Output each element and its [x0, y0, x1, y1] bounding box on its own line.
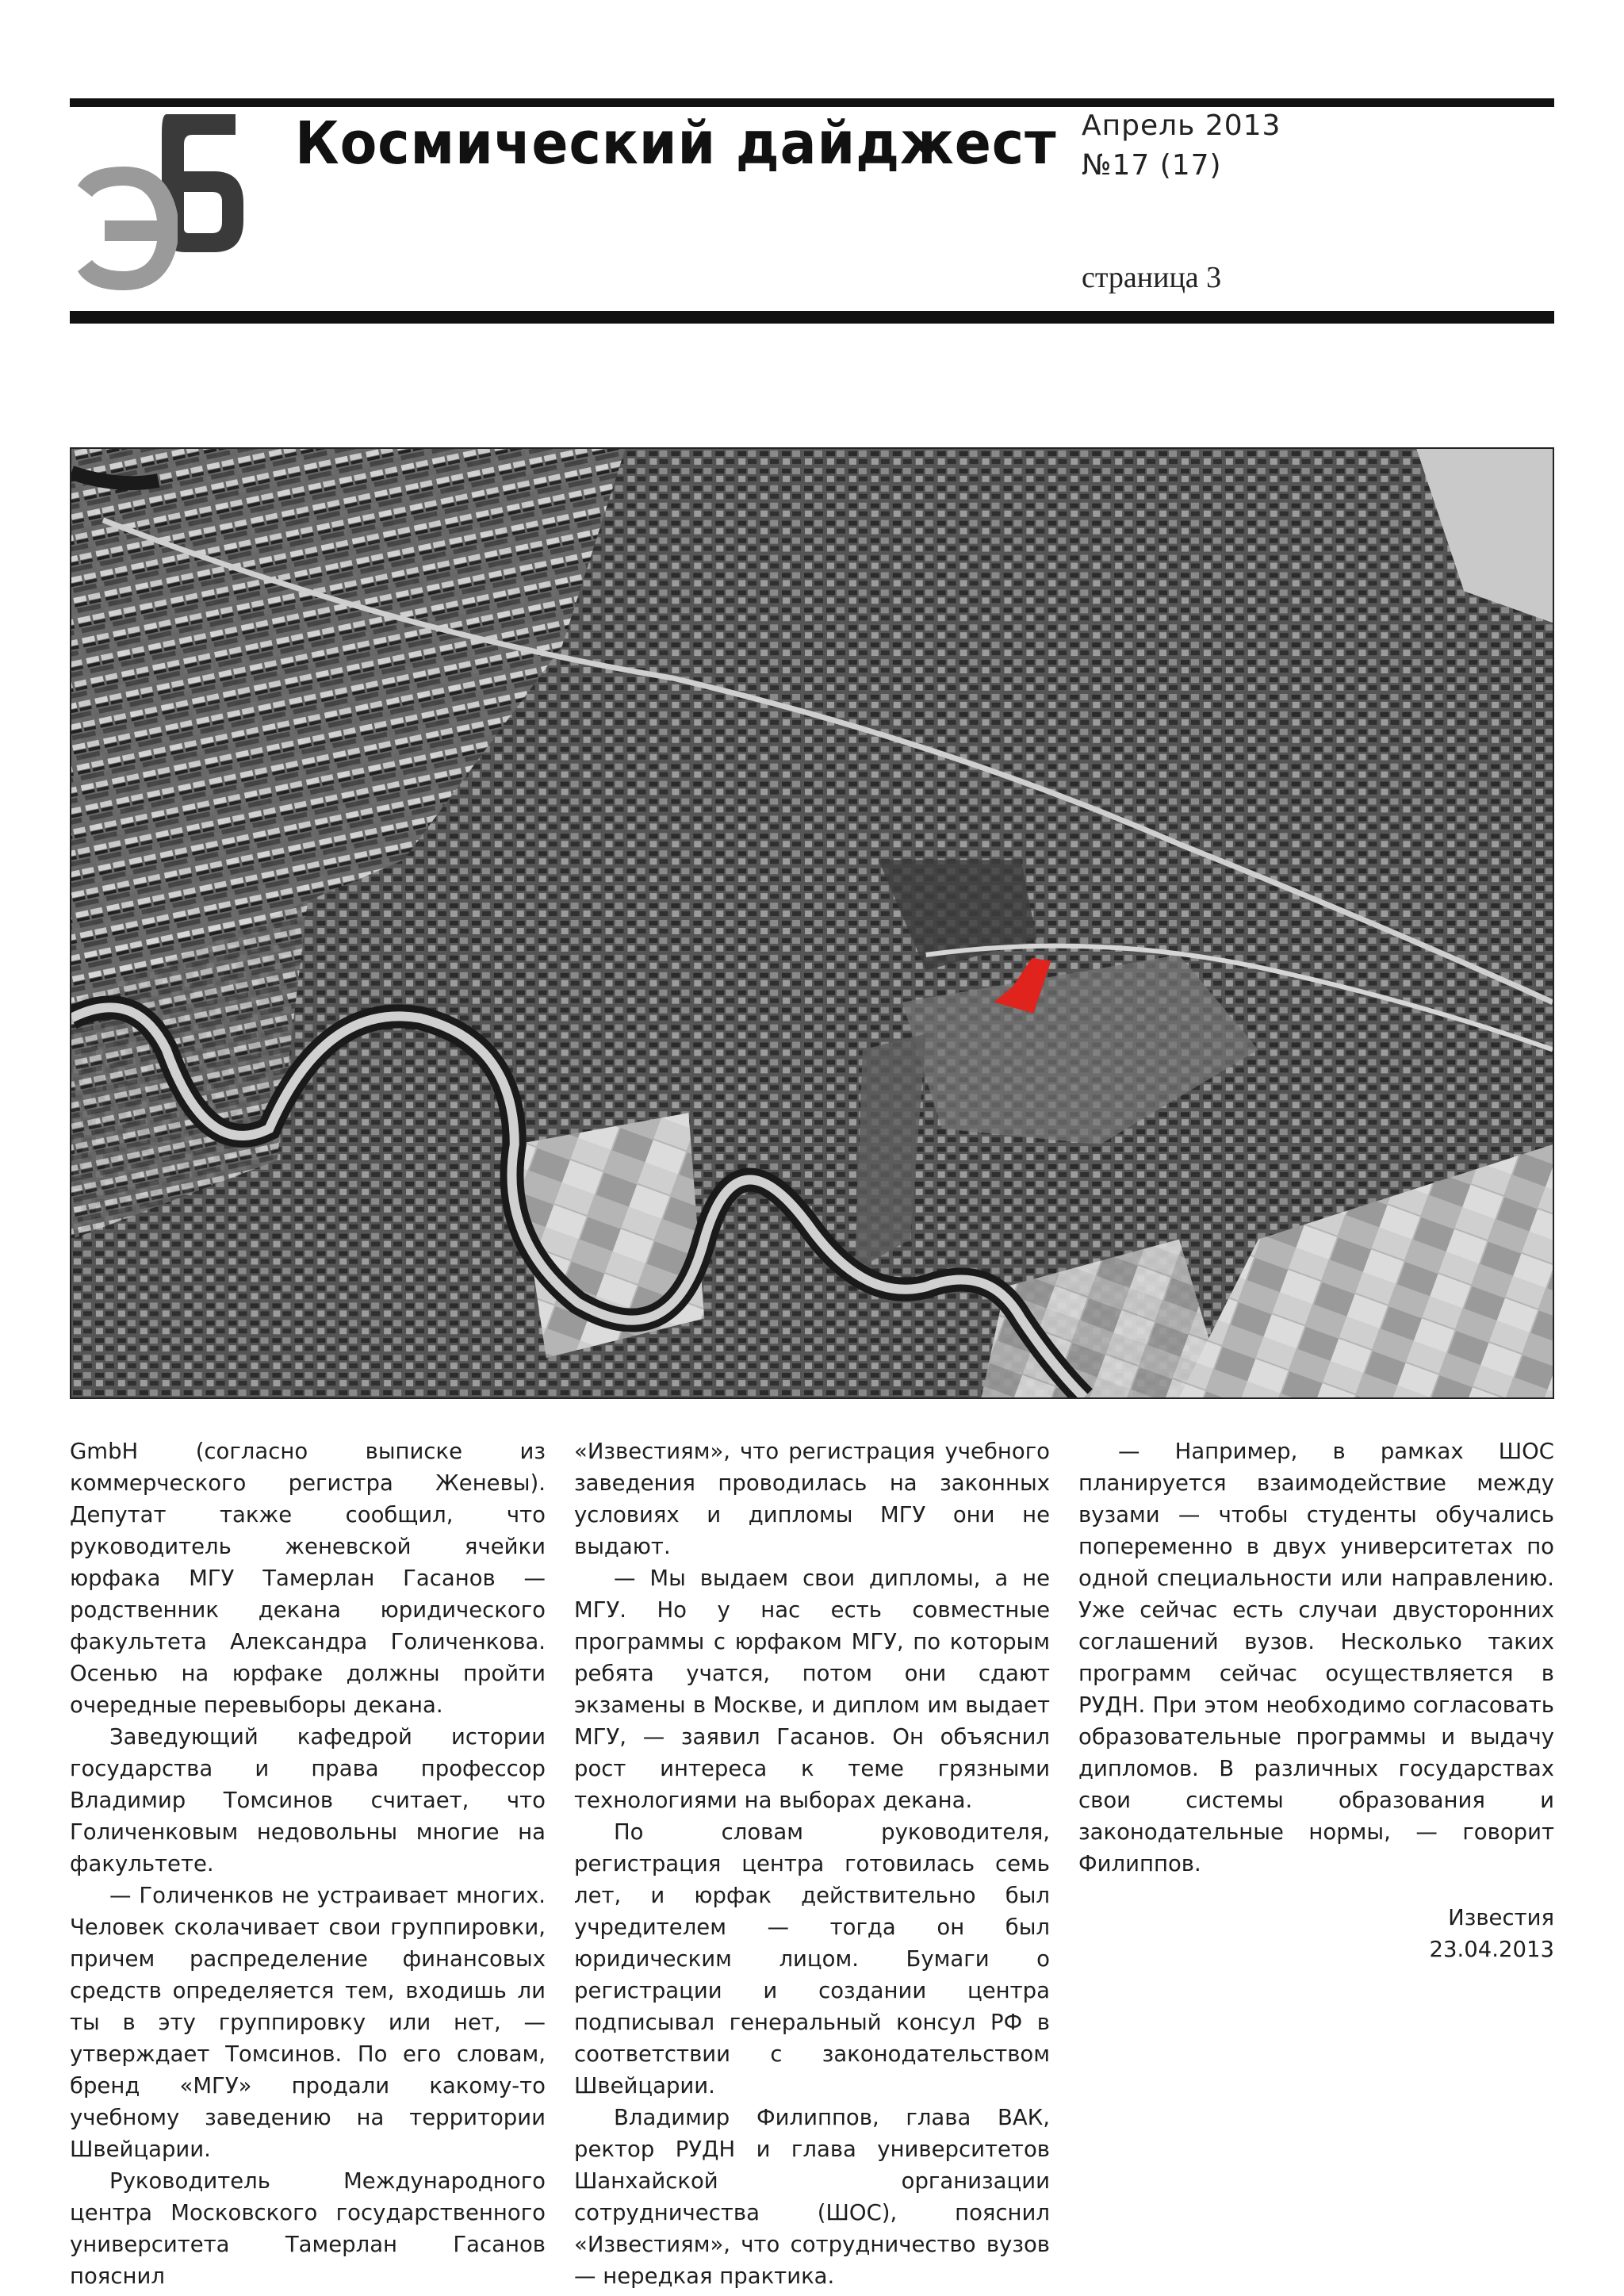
- paragraph: — Голиченков не устраивает многих. Человек сколачивает свои группировки, причем распределение финансовых средств определяется тем, входишь ли ты в эту группировку или нет, — утверждает Томсинов. По его словам, бренд «МГУ» продали какому-то учебному заведению на территории Швейцарии.: [70, 1883, 546, 2162]
- source-name: Известия: [1448, 1905, 1554, 1930]
- paragraph: По словам руководителя, регистрация центра готовилась семь лет, и юрфак действительно был учредителем — тогда он был юридическим лицом. Бумаги о регистрации и создании центра подписывал генеральный консул РФ в соответствии с законодательством Швейцарии.: [574, 1819, 1050, 2099]
- satellite-map-image: [70, 447, 1554, 1399]
- publication-title: Космический дайджест: [295, 109, 1057, 178]
- page-number: страница 3: [1082, 261, 1222, 294]
- issue-date: Апрель 2013: [1082, 109, 1281, 142]
- article-column-1: [70, 1435, 546, 2292]
- publication-logo-icon: [73, 109, 255, 300]
- paragraph: Владимир Филиппов, глава ВАК, ректор РУДН и глава университетов Шанхайской организации сотрудничества (ШОС), пояснил «Известиям», что сотрудничество вузов — нередкая практика.: [574, 2105, 1050, 2289]
- paragraph: — Например, в рамках ШОС планируется взаимодействие между вузами — чтобы студенты обучались попеременно в двух университетах по одной специальности или направлению. Уже сейчас есть случаи двусторонних соглашений вузов. Несколько таких программ сейчас осуществляется в РУДН. При этом необходимо согласовать образовательные программы и выдачу дипломов. В различных государствах свои системы образования и законодательные нормы, — говорит Филиппов.: [1078, 1439, 1554, 1876]
- paragraph: Заведующий кафедрой истории государства и права профессор Владимир Томсинов считает, что Голиченковым недовольны многие на факультете.: [70, 1724, 546, 1876]
- article-column-3: [1078, 1435, 1554, 1965]
- issue-number: №17 (17): [1082, 149, 1222, 182]
- paragraph: «Известиям», что регистрация учебного заведения проводилась на законных условиях и дипломы МГУ они не выдают.: [574, 1439, 1050, 1559]
- article-column-2: [574, 1435, 1050, 2292]
- header-top-rule: [70, 98, 1554, 107]
- paragraph: — Мы выдаем свои дипломы, а не МГУ. Но у нас есть совместные программы с юрфаком МГУ, по которым ребята учатся, потом они сдают экзамены в Москве, и диплом им выдает МГУ, — заявил Гасанов. Он объяснил рост интереса к теме грязными технологиями на выборах декана.: [574, 1566, 1050, 1813]
- paragraph: GmbH (согласно выписке из коммерческого регистра Женевы). Депутат также сообщил, что руководитель женевской ячейки юрфака МГУ Тамерлан Гасанов — родственник декана юридического факультета Александра Голиченкова. Осенью на юрфаке должны пройти очередные перевыборы декана.: [70, 1439, 546, 1718]
- header-bottom-rule: [70, 311, 1554, 324]
- source-date: 23.04.2013: [1429, 1937, 1554, 1962]
- article-source: [1078, 1902, 1554, 1965]
- paragraph: Руководитель Международного центра Московского государственного университета Тамерлан Гасанов пояснил: [70, 2168, 546, 2289]
